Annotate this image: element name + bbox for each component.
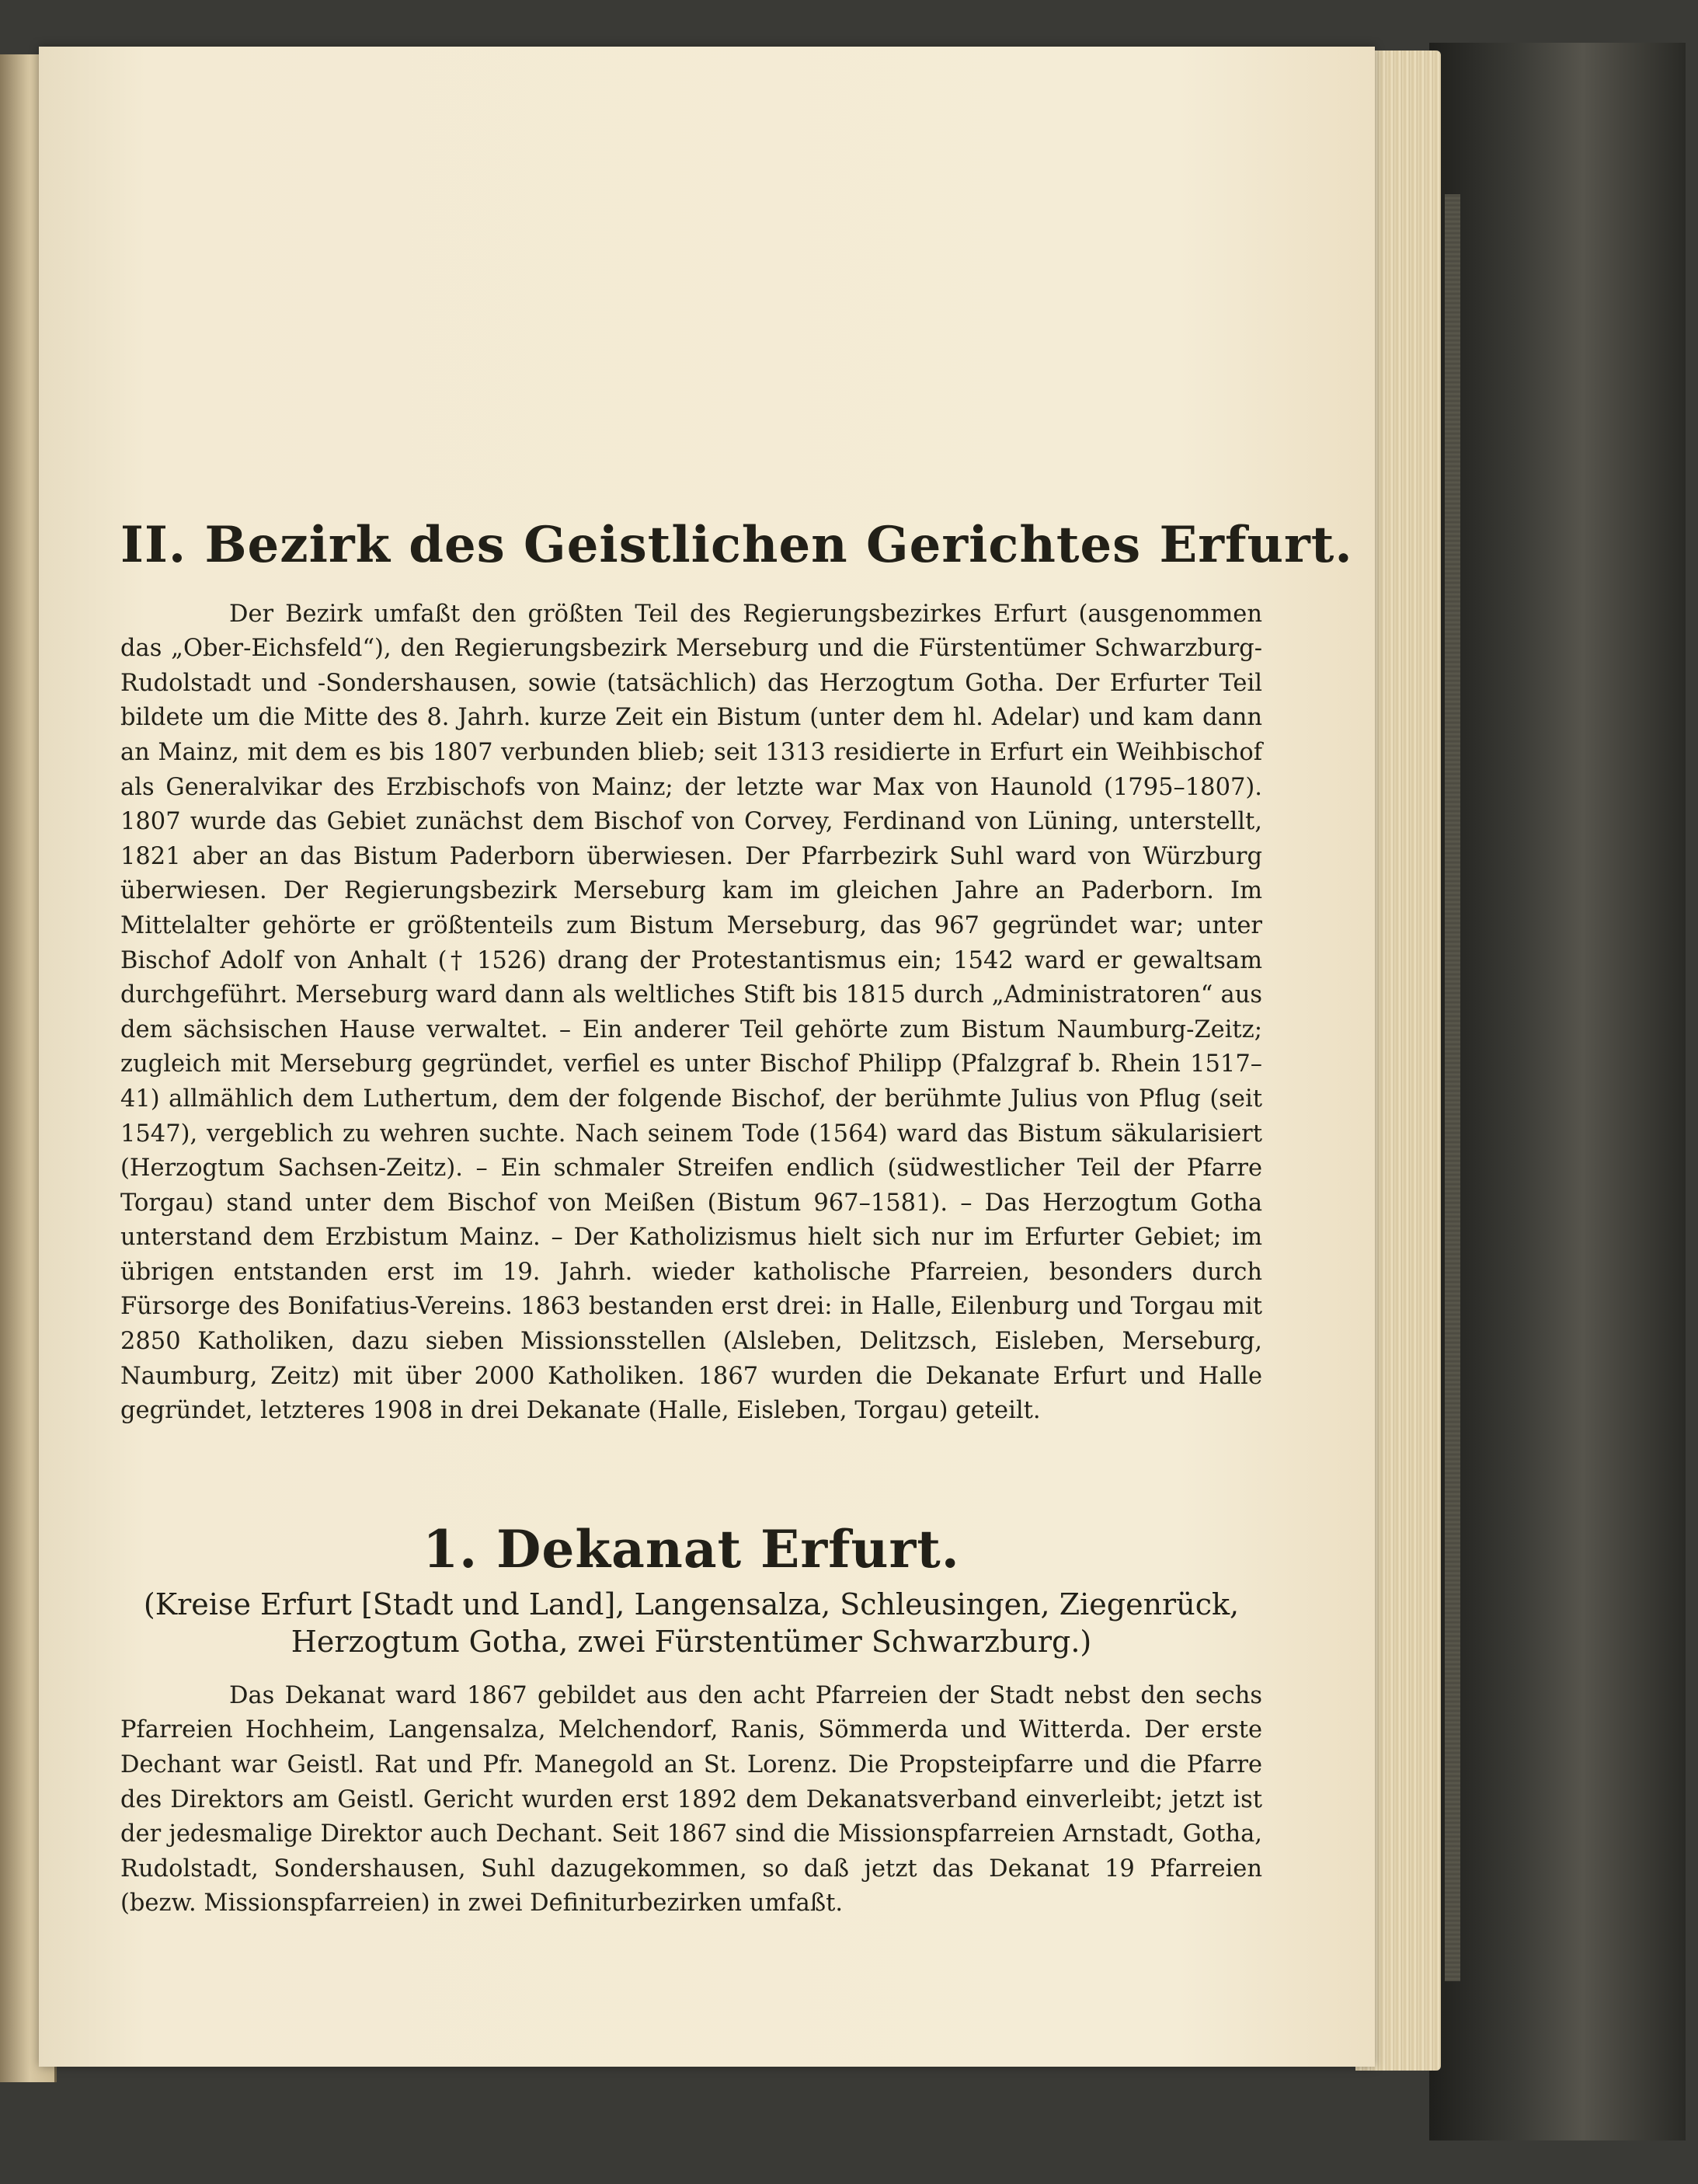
book-page bbox=[39, 47, 1375, 2067]
deanery-paragraph: Das Dekanat ward 1867 gebildet aus den acht Pfarreien der Stadt nebst den sechs Pfarreien Hochheim, Langensalza, Melchendorf, Ranis, Sömmerda und Witterda. Der erste Dechant war Geistl. Rat und Pfr. Manegold an St. Lorenz. Die Propsteipfarre und die Pfarre des Direktors am Geistl. Gericht wurden erst 1892 dem Dekanatsverband einverleibt; jetzt ist der jedesmalige Direktor auch Dechant. Seit 1867 sind die Missionspfarreien Arnstadt, Gotha, Rudolstadt, Sondershausen, Suhl dazugekommen, so daß jetzt das Dekanat 19 Pfarreien (bezw. Missionspfarreien) in zwei Definiturbezirken umfaßt. bbox=[120, 1681, 1262, 1918]
cover-cloth bbox=[1445, 194, 1460, 1981]
deanery-title: 1. Dekanat Erfurt. bbox=[423, 1518, 960, 1580]
section-paragraph: Der Bezirk umfaßt den größten Teil des Regierungsbezirkes Erfurt (ausgenommen das „Ober-Eichsfeld“), den Regierungsbezirk Merseburg und die Fürstentümer Schwarzburg-Rudolstadt und -Sondershausen, sowie (tatsächlich) das Herzogtum Gotha. Der Erfurter Teil bildete um die Mitte des 8. Jahrh. kurze Zeit ein Bistum (unter dem hl. Adelar) und kam dann an Mainz, mit dem es bis 1807 verbunden blieb; seit 1313 residierte in Erfurt ein Weihbischof als Generalvikar des Erzbischofs von Mainz; der letzte war Max von Haunold (1795–1807). 1807 wurde das Gebiet zunächst dem Bischof von Corvey, Ferdinand von Lüning, unterstellt, 1821 aber an das Bistum Paderborn überwiesen. Der Pfarrbezirk Suhl ward von Würzburg überwiesen. Der Regierungsbezirk Merseburg kam im gleichen Jahre an Paderborn. Im Mittelalter gehörte er größtenteils zum Bistum Merseburg, das 967 gegründet war; unter Bischof Adolf von Anhalt († 1526) drang der Protestantismus ein; 1542 ward er gewaltsam durchgeführt. Merseburg ward dann als weltliches Stift bis 1815 durch „Administratoren“ aus dem sächsischen Hause verwaltet. – Ein anderer Teil gehörte zum Bistum Naumburg-Zeitz; zugleich mit Merseburg gegründet, verfiel es unter Bischof Philipp (Pfalzgraf b. Rhein 1517–41) allmählich dem Luthertum, dem der folgende Bischof, der berühmte Julius von Pflug (seit 1547), vergeblich zu wehren suchte. Nach seinem Tode (1564) ward das Bistum säkularisiert (Herzogtum Sachsen-Zeitz). – Ein schmaler Streifen endlich (südwestlicher Teil der Pfarre Torgau) stand unter dem Bischof von Meißen (Bistum 967–1581). – Das Herzogtum Gotha unterstand dem Erzbistum Mainz. – Der Katholizismus hielt sich nur im Erfurter Gebiet; im übrigen entstanden erst im 19. Jahrh. wieder katholische Pfarreien, besonders durch Fürsorge des Bonifatius-Vereins. 1863 bestanden erst drei: in Halle, Eilenburg und Torgau mit 2850 Katholiken, dazu sieben Missionsstellen (Alsleben, Delitzsch, Eisleben, Merseburg, Naumburg, Zeitz) mit über 2000 Katholiken. 1867 wurden die Dekanate Erfurt und Halle gegründet, letzteres 1908 in drei Dekanate (Halle, Eisleben, Torgau) geteilt. bbox=[120, 600, 1262, 1425]
section-title: II. Bezirk des Geistlichen Gerichtes Erfurt. bbox=[120, 516, 1353, 574]
book-binding bbox=[1429, 43, 1686, 2140]
deanery-subtitle: (Kreise Erfurt [Stadt und Land], Langensalza, Schleusingen, Ziegenrück, Herzogtum Gotha, zwei Fürstentümer Schwarzburg.) bbox=[143, 1587, 1240, 1659]
page-content bbox=[120, 516, 1353, 1921]
